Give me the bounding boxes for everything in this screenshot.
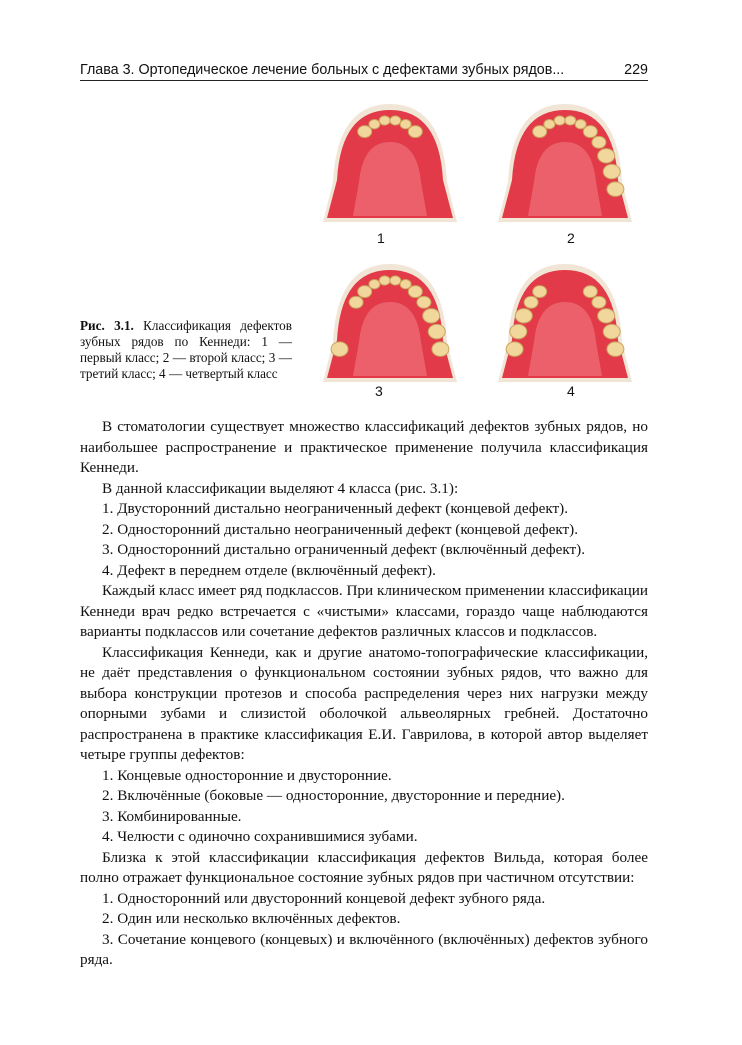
tooth xyxy=(379,116,390,125)
tooth xyxy=(603,164,620,178)
tooth xyxy=(607,182,624,196)
tooth xyxy=(400,280,411,289)
tooth xyxy=(607,342,624,356)
tooth xyxy=(565,116,576,125)
list-item: 4. Дефект в переднем отделе (включённый дефект). xyxy=(102,561,436,579)
list-item: 2. Один или несколько включённых дефектов. xyxy=(102,910,401,927)
list-item: 1. Концевые односторонние и двусторонние. xyxy=(102,766,392,784)
kennedy-figure xyxy=(305,100,650,405)
tooth xyxy=(583,286,597,298)
jaw-class-3-image xyxy=(315,260,465,385)
tooth xyxy=(408,286,422,298)
tooth xyxy=(506,342,523,356)
list-item: 3. Сочетание концевого (концевых) и включённого (включённых) дефектов зубного ряда. xyxy=(80,930,648,968)
paragraph: Каждый класс имеет ряд подклассов. При клиническом применении классификации Кеннеди врач редко встречается с «чистыми» классами, гораздо чаще наблюдаются варианты подклассов или сочетание дефектов различных классов и подклассов. xyxy=(80,582,648,640)
figure-label-1: 1 xyxy=(377,230,385,246)
figure-label-2: 2 xyxy=(567,230,575,246)
chapter-title: Глава 3. Ортопедическое лечение больных с дефектами зубных рядов... xyxy=(80,62,565,78)
paragraph: Близка к этой классификации классификация дефектов Вильда, которая более полно отражает функциональное состояние зубных рядов при частичном отсутствии: xyxy=(80,848,648,886)
list-item: 3. Комбинированные. xyxy=(102,807,242,825)
body-text xyxy=(80,417,648,971)
figure-label-3: 3 xyxy=(375,383,383,399)
tooth xyxy=(423,309,440,323)
tooth xyxy=(524,296,538,308)
tooth xyxy=(379,276,390,285)
list-item: 3. Односторонний дистально ограниченный дефект (включённый дефект). xyxy=(102,541,586,558)
tooth xyxy=(432,342,449,356)
figure-label-4: 4 xyxy=(567,383,575,399)
list-item: 2. Односторонний дистально неограниченный дефект (концевой дефект). xyxy=(102,520,579,538)
tooth xyxy=(408,126,422,138)
tooth xyxy=(349,296,363,308)
running-header xyxy=(80,60,648,81)
tooth xyxy=(533,126,547,138)
list-item: 2. Включённые (боковые — односторонние, двусторонние и передние). xyxy=(102,787,565,804)
tooth xyxy=(603,324,620,338)
tooth xyxy=(400,120,411,129)
tooth xyxy=(592,296,606,308)
tooth xyxy=(515,309,532,323)
paragraph: В данной классификации выделяют 4 класса (рис. 3.1): xyxy=(102,479,459,497)
tooth xyxy=(358,286,372,298)
tooth xyxy=(575,120,586,129)
tooth xyxy=(583,126,597,138)
jaw-class-4-image xyxy=(490,260,640,385)
tooth xyxy=(369,120,380,129)
tooth xyxy=(331,342,348,356)
page-number: 229 xyxy=(624,62,648,78)
tooth xyxy=(510,324,527,338)
list-item: 1. Двусторонний дистально неограниченный дефект (концевой дефект). xyxy=(102,500,569,517)
tooth xyxy=(390,116,401,125)
tooth xyxy=(598,149,615,163)
list-item: 4. Челюсти с одиночно сохранившимися зубами. xyxy=(102,828,418,845)
tooth xyxy=(390,276,401,285)
tooth xyxy=(544,120,555,129)
jaw-class-1-image xyxy=(315,100,465,225)
jaw-class-2-image xyxy=(490,100,640,225)
tooth xyxy=(428,324,445,338)
tooth xyxy=(369,280,380,289)
tooth xyxy=(533,286,547,298)
list-item: 1. Односторонний или двусторонний концевой дефект зубного ряда. xyxy=(102,889,546,907)
figure-caption xyxy=(80,318,292,382)
tooth xyxy=(592,136,606,148)
tooth xyxy=(358,126,372,138)
tooth xyxy=(598,309,615,323)
paragraph: Классификация Кеннеди, как и другие анатомо-топографические классификации, не даёт представления о функциональном состоянии зубных рядов, что важно для выбора конструкции протезов и способа распределения через них нагрузки между опорными зубами и слизистой оболочкой альвеолярных гребней. Достаточно распространена в практике классификация Е.И. Гаврилова, в которой автор выделяет четыре группы дефектов: xyxy=(80,643,648,763)
caption-text: Классификация дефектов зубных рядов по Кеннеди: 1 — первый класс; 2 — второй класс; 3 — третий класс; 4 — четвертый класс xyxy=(80,318,292,381)
tooth xyxy=(417,296,431,308)
caption-label: Рис. 3.1. xyxy=(80,318,134,333)
tooth xyxy=(554,116,565,125)
paragraph: В стоматологии существует множество классификаций дефектов зубных рядов, но наибольшее распространение и практическое применение получила классификация Кеннеди. xyxy=(80,418,648,476)
